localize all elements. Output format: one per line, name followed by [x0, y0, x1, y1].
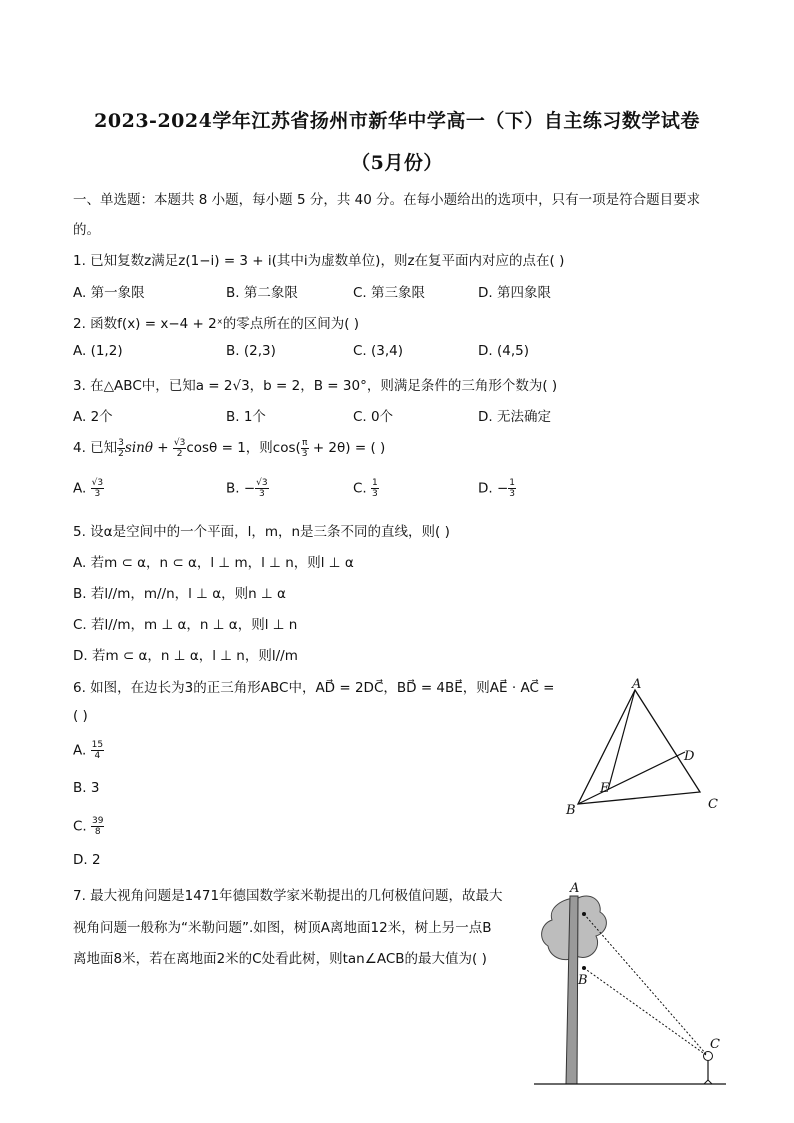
q5-option-d: D. 若m ⊂ α，n ⊥ α，l ⊥ n，则l//m: [73, 648, 298, 664]
label-d: D: [684, 749, 695, 764]
q4-option-d: [478, 478, 516, 499]
q4-fraction-1-den: 2: [118, 448, 124, 459]
question-4-stem: [73, 436, 385, 459]
exam-title-line2: （5月份）: [351, 152, 443, 174]
label-a: A: [632, 677, 642, 692]
q2-option-d: D. (4,5): [478, 343, 529, 359]
q1-option-c: C. 第三象限: [353, 285, 426, 301]
q4-option-a-num: √3: [91, 478, 104, 488]
q5-option-a: A. 若m ⊂ α，n ⊂ α，l ⊥ m，l ⊥ n，则l ⊥ α: [73, 555, 354, 571]
q4-option-b-den: 3: [259, 489, 265, 499]
question-2-stem: 2. 函数f(x) = x−4 + 2ˣ的零点所在的区间为( ): [73, 316, 360, 332]
question-7-line1: 7. 最大视角问题是1471年德国数学家米勒提出的几何极值问题，故最大: [73, 888, 503, 904]
q4-fraction-3-num: π: [301, 437, 308, 448]
q4-fraction-3-den: 3: [301, 448, 308, 459]
q4-fraction-1: [117, 438, 125, 459]
label-tree-a: A: [570, 881, 580, 896]
q6-option-b: B. 3: [73, 780, 100, 796]
q4-fraction-2: [173, 438, 186, 459]
q4-option-c-num: 1: [372, 478, 378, 488]
q3-option-b: B. 1个: [226, 409, 266, 425]
question-3-stem: 3. 在△ABC中，已知a = 2√3，b = 2，B = 30°，则满足条件的三角形个数为( ): [73, 378, 558, 394]
q6-option-a-label: A.: [73, 742, 87, 759]
q4-option-d-label: D. −: [478, 480, 509, 497]
q3-option-a: A. 2个: [73, 409, 113, 425]
q6-option-a-den: 4: [94, 751, 101, 761]
q5-option-b: B. 若l//m，m//n，l ⊥ α，则n ⊥ α: [73, 586, 286, 602]
q4-fraction-2-den: 2: [176, 448, 183, 459]
q3-option-c: C. 0个: [353, 409, 394, 425]
q4-option-c-label: C.: [353, 480, 367, 497]
section-instructions-line1: 一、单选题：本题共 8 小题，每小题 5 分，共 40 分。在每小题给出的选项中，只有一项是符合题目要求: [73, 192, 701, 208]
q2-option-a: A. (1,2): [73, 343, 123, 359]
q6-option-c: [73, 816, 104, 837]
tree-figure: [530, 878, 730, 1090]
sight-line-cb: [584, 968, 706, 1055]
question-7-line3: 离地面8米，若在离地面2米的C处看此树，则tan∠ACB的最大值为( ): [73, 951, 487, 967]
point-b-dot: [582, 966, 586, 970]
q6-option-a: [73, 740, 104, 761]
q4-option-b: [226, 478, 269, 499]
q6-option-c-label: C.: [73, 818, 87, 835]
q4-stem-part-d: + 2θ) = ( ): [312, 440, 386, 456]
q6-option-c-den: 8: [94, 827, 101, 837]
q2-option-c: C. (3,4): [353, 343, 404, 359]
question-6-stem: 6. 如图，在边长为3的正三角形ABC中，AD⃗ = 2DC⃗，BD⃗ = 4BE⃗，则AE⃗ · AC⃗ =: [73, 680, 555, 696]
q4-option-a-label: A.: [73, 480, 87, 497]
q5-option-c: C. 若l//m，m ⊥ α，n ⊥ α，则l ⊥ n: [73, 617, 298, 633]
q4-option-b-num: √3: [256, 478, 268, 488]
q6-option-a-num: 15: [91, 740, 104, 750]
segment-ae: [608, 690, 635, 790]
q1-option-d: D. 第四象限: [478, 285, 551, 301]
triangle-abc: [578, 690, 700, 804]
label-tree-b: B: [578, 973, 588, 988]
point-a-dot: [582, 912, 586, 916]
triangle-figure: [560, 672, 740, 822]
section-instructions-line2: 的。: [73, 222, 100, 238]
q4-option-c-den: 3: [372, 489, 378, 499]
q4-option-a: [73, 478, 104, 499]
q4-stem-part-a: 4. 已知: [73, 440, 118, 456]
q2-option-b: B. (2,3): [226, 343, 276, 359]
label-tree-c: C: [710, 1037, 720, 1052]
q4-option-b-label: B. −: [226, 480, 256, 497]
q4-option-d-den: 3: [509, 489, 516, 499]
segment-bd: [578, 752, 685, 804]
sight-line-ca: [584, 914, 706, 1054]
question-6-paren: ( ): [73, 708, 88, 724]
q4-fraction-2-num: √3: [173, 437, 186, 448]
q1-option-b: B. 第二象限: [226, 285, 298, 301]
q6-option-d: D. 2: [73, 852, 101, 868]
exam-title-line1: 2023-2024学年江苏省扬州市新华中学高一（下）自主练习数学试卷: [94, 110, 700, 132]
label-b: B: [566, 803, 576, 818]
question-1-stem: 1. 已知复数z满足z(1−i) = 3 + i(其中i为虚数单位)，则z在复平面内对应的点在( ): [73, 253, 565, 269]
q4-option-c: [353, 478, 379, 499]
label-e: E: [600, 781, 610, 796]
q1-option-a: A. 第一象限: [73, 285, 145, 301]
q4-fraction-1-num: 3: [118, 437, 124, 448]
q4-stem-part-b: sinθ +: [124, 440, 169, 456]
q3-option-d: D. 无法确定: [478, 409, 551, 425]
question-5-stem: 5. 设α是空间中的一个平面，l，m，n是三条不同的直线，则( ): [73, 524, 450, 540]
q4-option-a-den: 3: [94, 489, 101, 499]
q6-option-c-num: 39: [92, 816, 104, 826]
question-7-line2: 视角问题一般称为“米勒问题”.如图，树顶A离地面12米，树上另一点B: [73, 920, 492, 936]
label-c: C: [708, 797, 718, 812]
q4-stem-part-c: cosθ = 1，则cos(: [186, 440, 301, 456]
q4-fraction-3: [301, 438, 309, 459]
q4-option-d-num: 1: [509, 478, 516, 488]
